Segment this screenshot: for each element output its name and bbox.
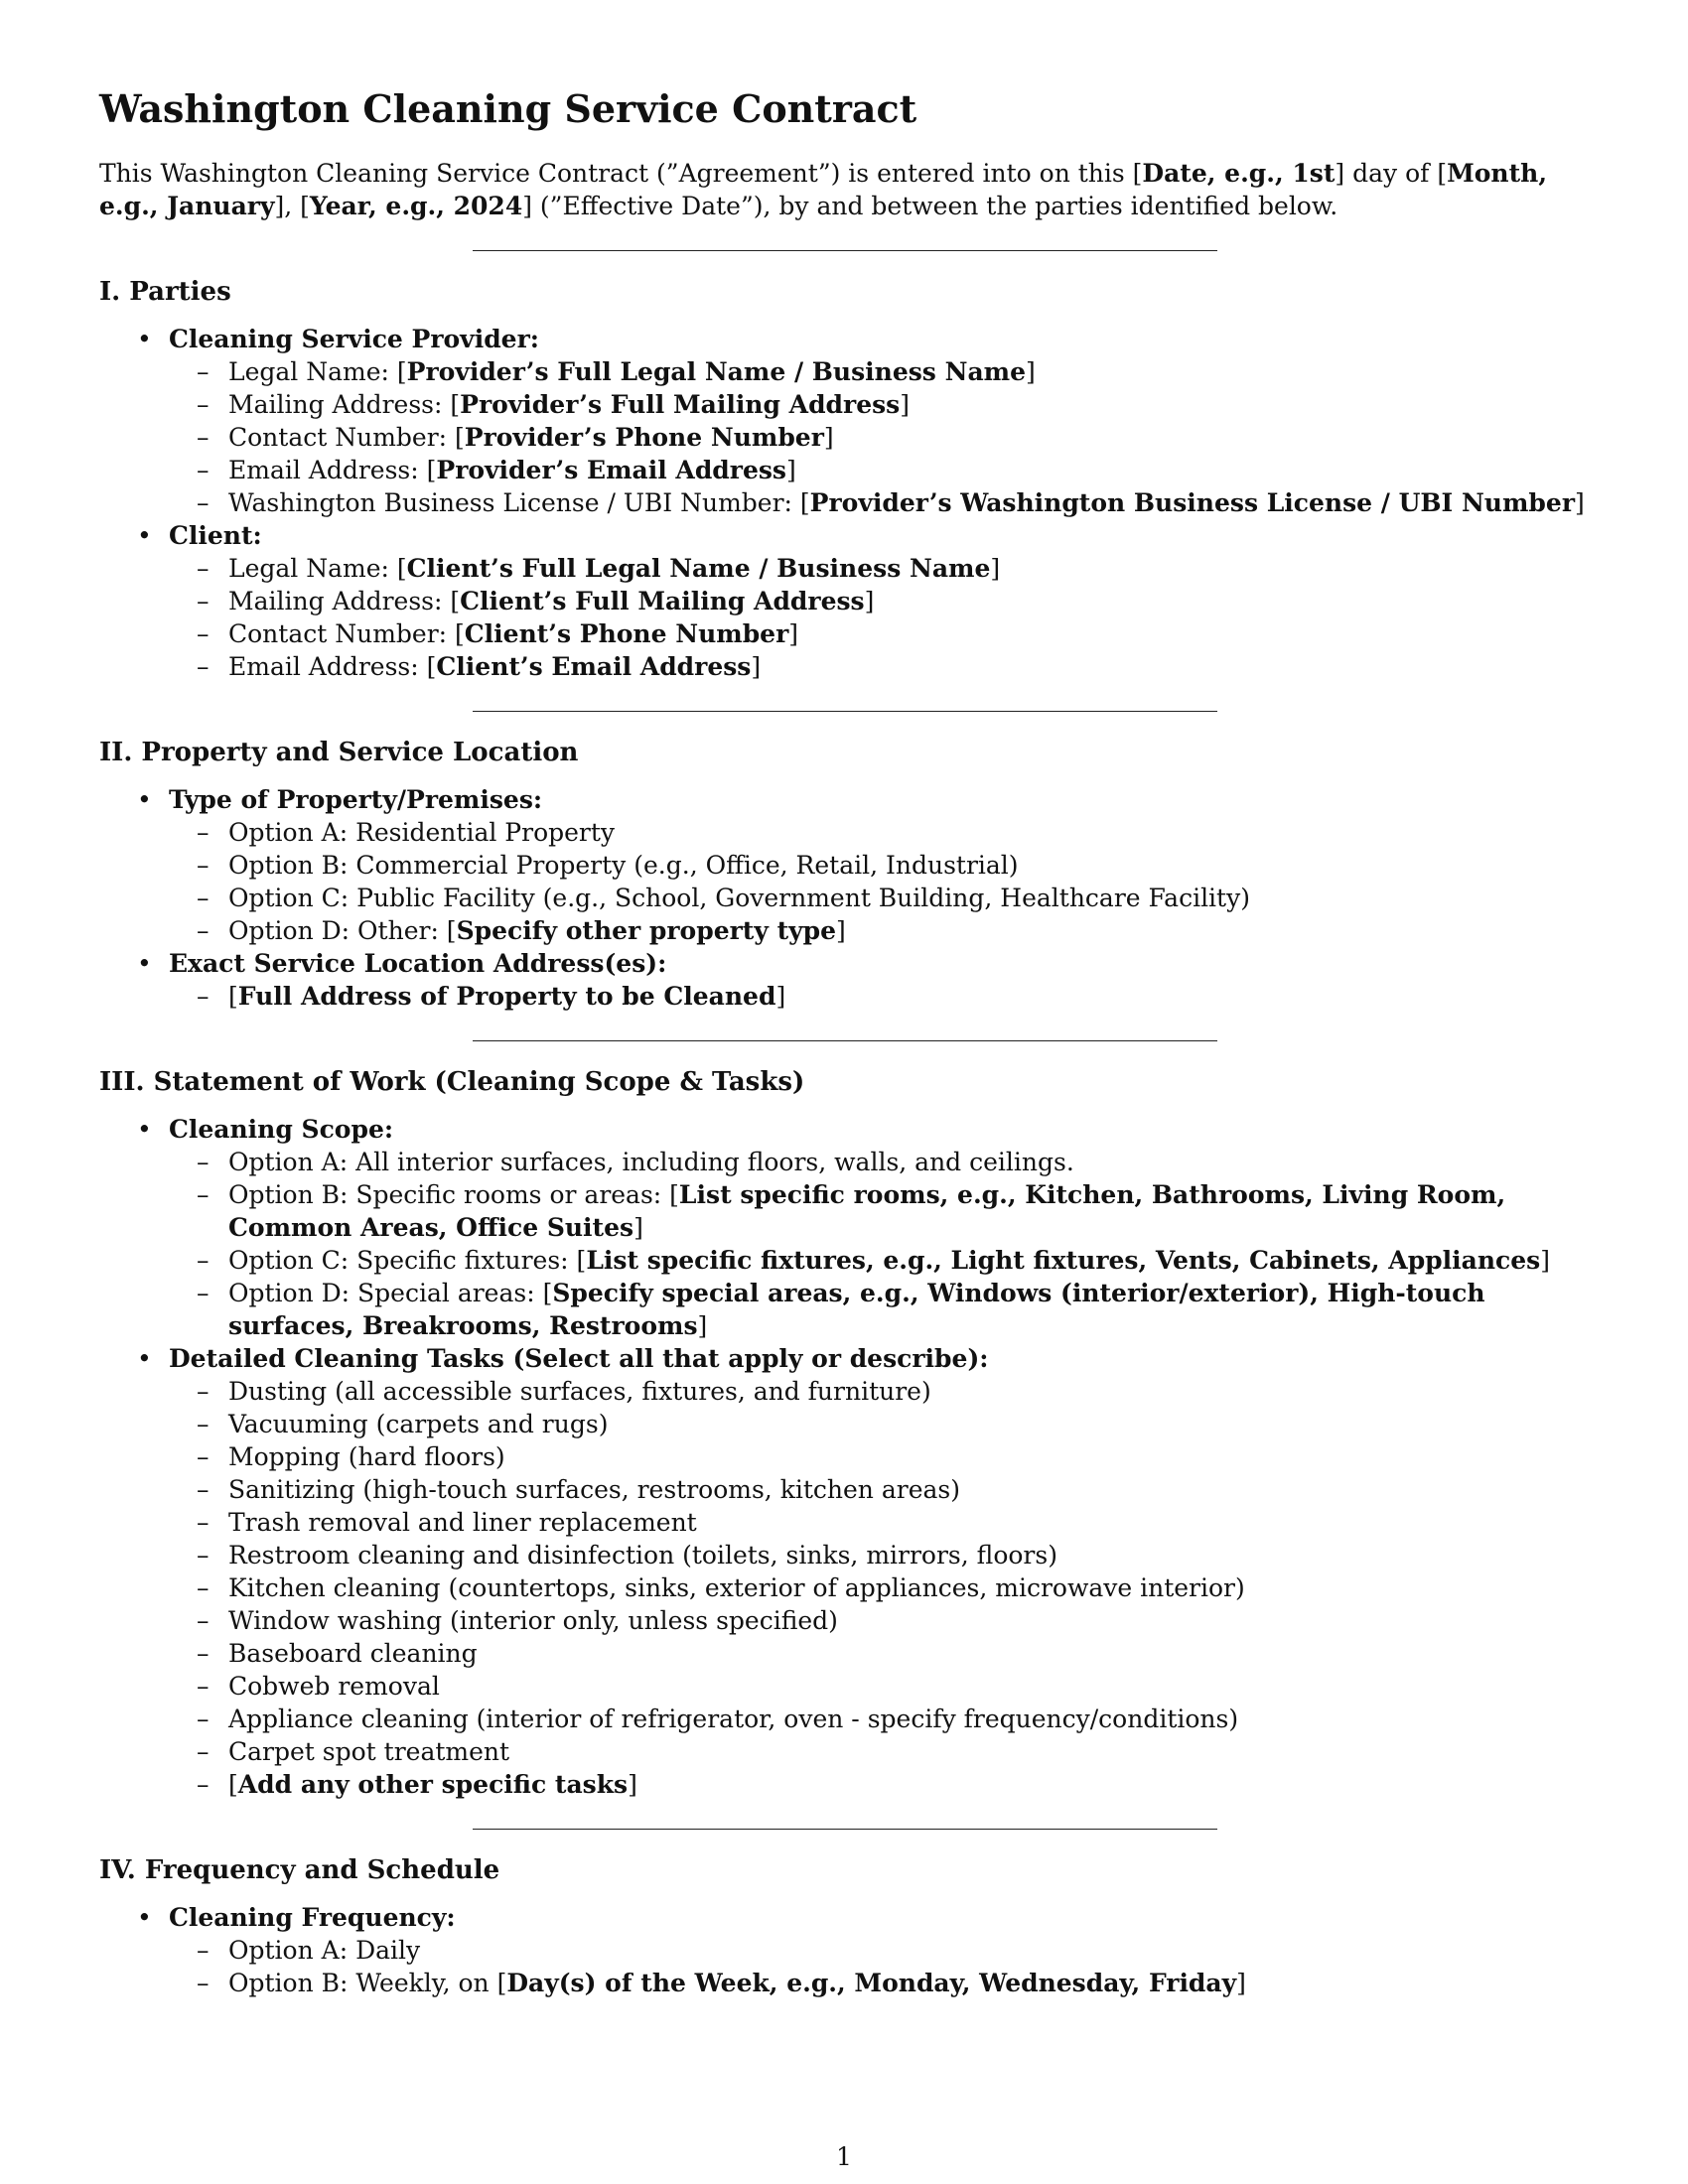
list-item: – Option C: Public Facility (e.g., School, Government Building, Healthcare Facility) <box>169 882 1589 914</box>
section-divider <box>473 250 1217 251</box>
task-item: – Cobweb removal <box>169 1670 1589 1703</box>
section-divider <box>473 711 1217 712</box>
scope-option-d: – Option D: Special areas: [Specify special areas, e.g., Windows (interior/exterior), High-touch surfaces, Breakrooms, Restrooms] <box>169 1277 1589 1342</box>
section-heading-property: II. Property and Service Location <box>99 737 579 767</box>
client-legal-name: – Legal Name: [Client’s Full Legal Name / Business Name] <box>169 552 1589 585</box>
client-mailing-address: – Mailing Address: [Client’s Full Mailing Address] <box>169 585 1589 617</box>
intro-text: ] day of [ <box>1335 158 1448 188</box>
task-item: – Window washing (interior only, unless specified) <box>169 1604 1589 1637</box>
provider-license: – Washington Business License / UBI Number: [Provider’s Washington Business License / UBI Number] <box>169 486 1589 519</box>
task-item: – Carpet spot treatment <box>169 1735 1589 1768</box>
client-fields <box>169 552 1589 683</box>
provider-label: Cleaning Service Provider: <box>169 324 539 353</box>
scope-options <box>169 1146 1589 1342</box>
provider-contact-number: – Contact Number: [Provider’s Phone Number] <box>169 421 1589 454</box>
task-item: – Restroom cleaning and disinfection (toilets, sinks, mirrors, floors) <box>169 1539 1589 1571</box>
provider-email: – Email Address: [Provider’s Email Address] <box>169 454 1589 486</box>
client-contact-number: – Contact Number: [Client’s Phone Number] <box>169 617 1589 650</box>
tasks-group <box>99 1342 1589 1801</box>
service-address-list <box>169 980 1589 1013</box>
document-title: Washington Cleaning Service Contract <box>99 86 917 131</box>
parties-list <box>99 323 1589 683</box>
task-item: – Baseboard cleaning <box>169 1637 1589 1670</box>
intro-paragraph <box>99 157 1589 222</box>
scope-group <box>99 1113 1589 1342</box>
service-address-label: Exact Service Location Address(es): <box>169 948 667 978</box>
year-placeholder: Year, e.g., 2024 <box>309 191 523 220</box>
task-item: – Appliance cleaning (interior of refrigerator, oven - specify frequency/conditions) <box>169 1703 1589 1735</box>
section-divider <box>473 1829 1217 1830</box>
task-item: – Mopping (hard floors) <box>169 1440 1589 1473</box>
provider-mailing-address: – Mailing Address: [Provider’s Full Mailing Address] <box>169 388 1589 421</box>
scope-option-b: – Option B: Specific rooms or areas: [List specific rooms, e.g., Kitchen, Bathrooms, Living Room, Common Areas, Office Suites] <box>169 1178 1589 1244</box>
property-type-options <box>169 816 1589 947</box>
section-divider <box>473 1040 1217 1041</box>
frequency-options <box>169 1934 1589 1999</box>
task-item: – Vacuuming (carpets and rugs) <box>169 1408 1589 1440</box>
page-number: 1 <box>836 2142 852 2171</box>
list-item: – Option A: Residential Property <box>169 816 1589 849</box>
property-type-group <box>99 783 1589 947</box>
section-heading-parties: I. Parties <box>99 276 231 307</box>
tasks-list <box>169 1375 1589 1801</box>
service-address-value: – [Full Address of Property to be Cleaned] <box>169 980 1589 1013</box>
document-page <box>99 87 1589 1999</box>
section-heading-frequency: IV. Frequency and Schedule <box>99 1854 500 1885</box>
property-type-label: Type of Property/Premises: <box>169 784 543 814</box>
list-item: – Option B: Commercial Property (e.g., Office, Retail, Industrial) <box>169 849 1589 882</box>
tasks-label: Detailed Cleaning Tasks (Select all that apply or describe): <box>169 1343 989 1373</box>
date-placeholder: Date, e.g., 1st <box>1142 158 1336 188</box>
scope-option-a: – Option A: All interior surfaces, including floors, walls, and ceilings. <box>169 1146 1589 1178</box>
intro-text: This Washington Cleaning Service Contract (”Agreement”) is entered into on this [ <box>99 158 1143 188</box>
property-list <box>99 783 1589 1013</box>
frequency-label: Cleaning Frequency: <box>169 1902 456 1932</box>
frequency-option-a: – Option A: Daily <box>169 1934 1589 1967</box>
scope-option-c: – Option C: Specific fixtures: [List specific fixtures, e.g., Light fixtures, Vents, Cabinets, Appliances] <box>169 1244 1589 1277</box>
frequency-option-b: – Option B: Weekly, on [Day(s) of the Week, e.g., Monday, Wednesday, Friday] <box>169 1967 1589 1999</box>
task-item: – Kitchen cleaning (countertops, sinks, exterior of appliances, microwave interior) <box>169 1571 1589 1604</box>
intro-text: ], [ <box>274 191 310 220</box>
client-group <box>99 519 1589 683</box>
work-list <box>99 1113 1589 1801</box>
provider-legal-name: – Legal Name: [Provider’s Full Legal Name / Business Name] <box>169 355 1589 388</box>
client-label: Client: <box>169 520 262 550</box>
scope-label: Cleaning Scope: <box>169 1114 394 1144</box>
frequency-list <box>99 1901 1589 1999</box>
frequency-group <box>99 1901 1589 1999</box>
section-heading-work: III. Statement of Work (Cleaning Scope & Tasks) <box>99 1066 805 1097</box>
task-item: – Dusting (all accessible surfaces, fixtures, and furniture) <box>169 1375 1589 1408</box>
intro-text: ] (”Effective Date”), by and between the parties identified below. <box>522 191 1338 220</box>
task-item-other: – [Add any other specific tasks] <box>169 1768 1589 1801</box>
task-item: – Trash removal and liner replacement <box>169 1506 1589 1539</box>
service-address-group <box>99 947 1589 1013</box>
month-placeholder: Month, e.g., January <box>99 158 1548 220</box>
provider-fields <box>169 355 1589 519</box>
client-email: – Email Address: [Client’s Email Address] <box>169 650 1589 683</box>
property-type-other: – Option D: Other: [Specify other property type] <box>169 914 1589 947</box>
provider-group <box>99 323 1589 519</box>
task-item: – Sanitizing (high-touch surfaces, restrooms, kitchen areas) <box>169 1473 1589 1506</box>
